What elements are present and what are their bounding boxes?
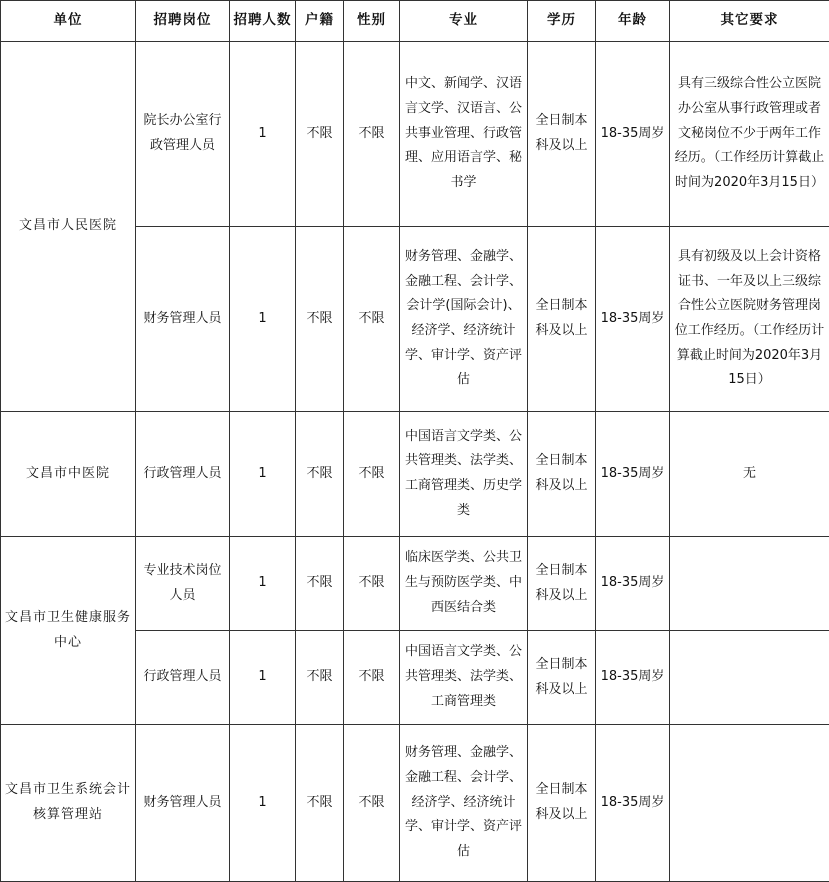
header-major: 专业	[400, 1, 528, 42]
other-requirements-cell	[670, 631, 829, 725]
major-cell: 财务管理、金融学、金融工程、会计学、经济学、经济统计学、审计学、资产评估	[400, 725, 528, 882]
position-cell: 院长办公室行政管理人员	[136, 42, 230, 227]
age-cell: 18-35周岁	[596, 631, 670, 725]
table-row	[1, 42, 829, 227]
major-cell: 临床医学类、公共卫生与预防医学类、中西医结合类	[400, 537, 528, 631]
count-cell: 1	[230, 725, 296, 882]
education-cell: 全日制本科及以上	[528, 537, 596, 631]
hukou-cell: 不限	[296, 725, 344, 882]
unit-cell: 文昌市卫生健康服务中心	[1, 537, 136, 725]
education-cell: 全日制本科及以上	[528, 725, 596, 882]
header-other: 其它要求	[670, 1, 829, 42]
unit-cell: 文昌市中医院	[1, 412, 136, 537]
other-requirements-cell: 无	[670, 412, 829, 537]
header-count: 招聘人数	[230, 1, 296, 42]
education-cell: 全日制本科及以上	[528, 227, 596, 412]
gender-cell: 不限	[344, 412, 400, 537]
hukou-cell: 不限	[296, 42, 344, 227]
education-cell: 全日制本科及以上	[528, 631, 596, 725]
age-cell: 18-35周岁	[596, 227, 670, 412]
age-cell: 18-35周岁	[596, 725, 670, 882]
other-requirements-cell: 具有初级及以上会计资格证书、一年及以上三级综合性公立医院财务管理岗位工作经历。（工作经历计算截止时间为2020年3月15日）	[670, 227, 829, 412]
gender-cell: 不限	[344, 537, 400, 631]
hukou-cell: 不限	[296, 631, 344, 725]
major-cell: 中文、新闻学、汉语言文学、汉语言、公共事业管理、行政管理、应用语言学、秘书学	[400, 42, 528, 227]
header-age: 年龄	[596, 1, 670, 42]
gender-cell: 不限	[344, 631, 400, 725]
hukou-cell: 不限	[296, 227, 344, 412]
major-cell: 中国语言文学类、公共管理类、法学类、工商管理类、历史学类	[400, 412, 528, 537]
count-cell: 1	[230, 412, 296, 537]
header-education: 学历	[528, 1, 596, 42]
age-cell: 18-35周岁	[596, 537, 670, 631]
age-cell: 18-35周岁	[596, 42, 670, 227]
age-cell: 18-35周岁	[596, 412, 670, 537]
major-cell: 中国语言文学类、公共管理类、法学类、工商管理类	[400, 631, 528, 725]
other-requirements-cell	[670, 537, 829, 631]
position-cell: 财务管理人员	[136, 725, 230, 882]
education-cell: 全日制本科及以上	[528, 42, 596, 227]
header-hukou: 户籍	[296, 1, 344, 42]
education-cell: 全日制本科及以上	[528, 412, 596, 537]
table-row	[1, 412, 829, 537]
other-requirements-cell	[670, 725, 829, 882]
gender-cell: 不限	[344, 227, 400, 412]
hukou-cell: 不限	[296, 537, 344, 631]
table-row	[1, 537, 829, 631]
hukou-cell: 不限	[296, 412, 344, 537]
count-cell: 1	[230, 227, 296, 412]
position-cell: 财务管理人员	[136, 227, 230, 412]
major-cell: 财务管理、金融学、金融工程、会计学、会计学(国际会计)、经济学、经济统计学、审计学、资产评估	[400, 227, 528, 412]
position-cell: 行政管理人员	[136, 631, 230, 725]
header-gender: 性别	[344, 1, 400, 42]
header-row	[1, 1, 829, 42]
position-cell: 专业技术岗位人员	[136, 537, 230, 631]
unit-cell: 文昌市卫生系统会计核算管理站	[1, 725, 136, 882]
table-row	[1, 725, 829, 882]
gender-cell: 不限	[344, 725, 400, 882]
gender-cell: 不限	[344, 42, 400, 227]
unit-cell: 文昌市人民医院	[1, 42, 136, 412]
header-unit: 单位	[1, 1, 136, 42]
count-cell: 1	[230, 631, 296, 725]
position-cell: 行政管理人员	[136, 412, 230, 537]
header-position: 招聘岗位	[136, 1, 230, 42]
count-cell: 1	[230, 42, 296, 227]
other-requirements-cell: 具有三级综合性公立医院办公室从事行政管理或者文秘岗位不少于两年工作经历。（工作经历计算截止时间为2020年3月15日）	[670, 42, 829, 227]
count-cell: 1	[230, 537, 296, 631]
